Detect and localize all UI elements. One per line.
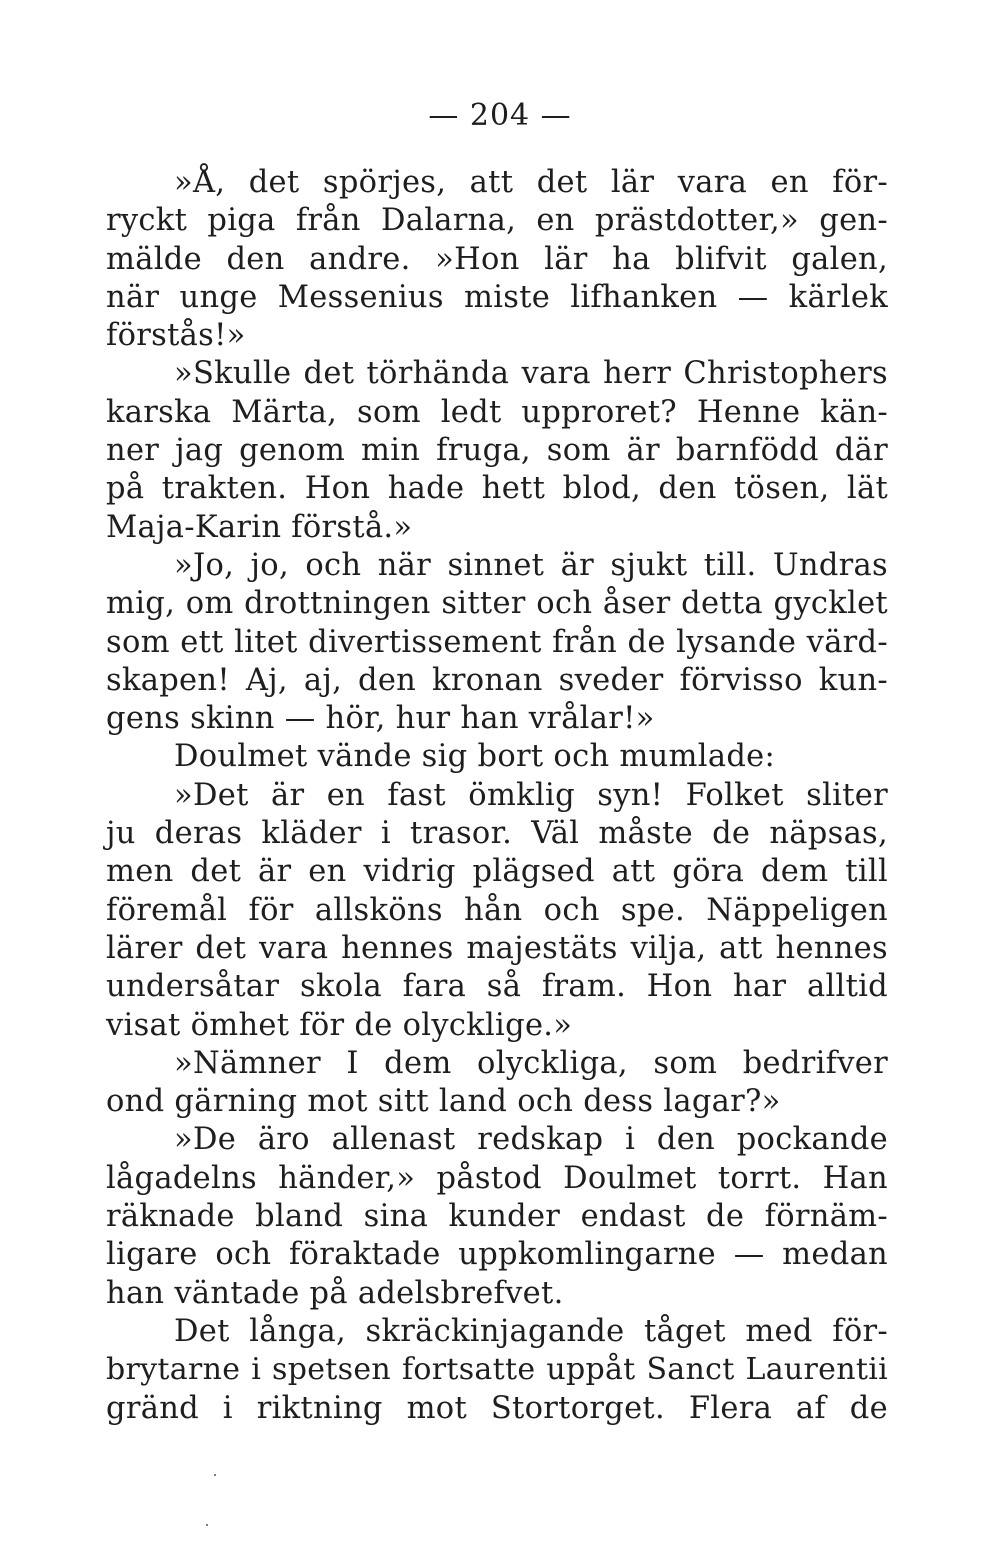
text-line: ner jag genom min fruga, som är barnfödd där bbox=[106, 433, 888, 469]
page-number: — 204 — bbox=[428, 98, 572, 133]
text-line: »Skulle det törhända vara herr Christophers bbox=[174, 356, 888, 392]
text-line: skapen! Aj, aj, den kronan sveder förvisso kun- bbox=[106, 662, 888, 698]
body-text bbox=[106, 164, 888, 1428]
text-line: Doulmet vände sig bort och mumlade: bbox=[174, 739, 776, 775]
text-line: visat ömhet för de olycklige.» bbox=[106, 1007, 573, 1043]
text-line: ryckt piga från Dalarna, en prästdotter,» gen- bbox=[106, 203, 888, 239]
text-line: han väntade på adelsbrefvet. bbox=[106, 1275, 564, 1311]
text-line: lärer det vara hennes majestäts vilja, att hennes bbox=[106, 930, 888, 966]
paper-speck bbox=[214, 1474, 216, 1476]
text-line: »De äro allenast redskap i den pockande bbox=[174, 1122, 888, 1158]
text-line: »Jo, jo, och när sinnet är sjukt till. Undras bbox=[174, 547, 888, 583]
text-line: när unge Messenius miste lifhanken — kärlek bbox=[106, 279, 888, 315]
text-line: gens skinn — hör, hur han vrålar!» bbox=[106, 701, 655, 737]
text-line: förstås!» bbox=[106, 318, 246, 354]
text-line: ligare och föraktade uppkomlingarne — medan bbox=[106, 1237, 888, 1273]
text-line: ond gärning mot sitt land och dess lagar?» bbox=[106, 1084, 781, 1120]
text-line: brytarne i spetsen fortsatte uppåt Sanct Laurentii bbox=[106, 1352, 888, 1388]
text-line: föremål för allsköns hån och spe. Näppeligen bbox=[106, 892, 888, 928]
text-line: »Det är en fast ömklig syn! Folket sliter bbox=[174, 777, 888, 813]
paper-speck bbox=[206, 1524, 208, 1526]
text-line: mig, om drottningen sitter och åser detta gycklet bbox=[106, 586, 888, 622]
text-line: mälde den andre. »Hon lär ha blifvit galen, bbox=[106, 241, 888, 277]
text-line: gränd i riktning mot Stortorget. Flera af de bbox=[106, 1390, 888, 1426]
text-line: på trakten. Hon hade hett blod, den tösen, lät bbox=[106, 471, 888, 507]
text-line: men det är en vidrig plägsed att göra dem till bbox=[106, 854, 888, 890]
text-line: ju deras kläder i trasor. Väl måste de näpsas, bbox=[106, 816, 888, 852]
text-line: karska Märta, som ledt upproret? Henne kän- bbox=[106, 394, 888, 430]
text-line: Maja-Karin förstå.» bbox=[106, 509, 413, 545]
text-line: Det långa, skräckinjagande tåget med för- bbox=[174, 1313, 888, 1349]
text-line: undersåtar skola fara så fram. Hon har alltid bbox=[106, 969, 888, 1005]
text-line: lågadelns händer,» påstod Doulmet torrt. Han bbox=[106, 1160, 888, 1196]
text-line: räknade bland sina kunder endast de förnäm- bbox=[106, 1199, 888, 1235]
text-line: som ett litet divertissement från de lysande värd- bbox=[106, 624, 888, 660]
text-line: »Nämner I dem olyckliga, som bedrifver bbox=[174, 1045, 888, 1081]
text-line: »Å, det spörjes, att det lär vara en för- bbox=[174, 165, 888, 200]
